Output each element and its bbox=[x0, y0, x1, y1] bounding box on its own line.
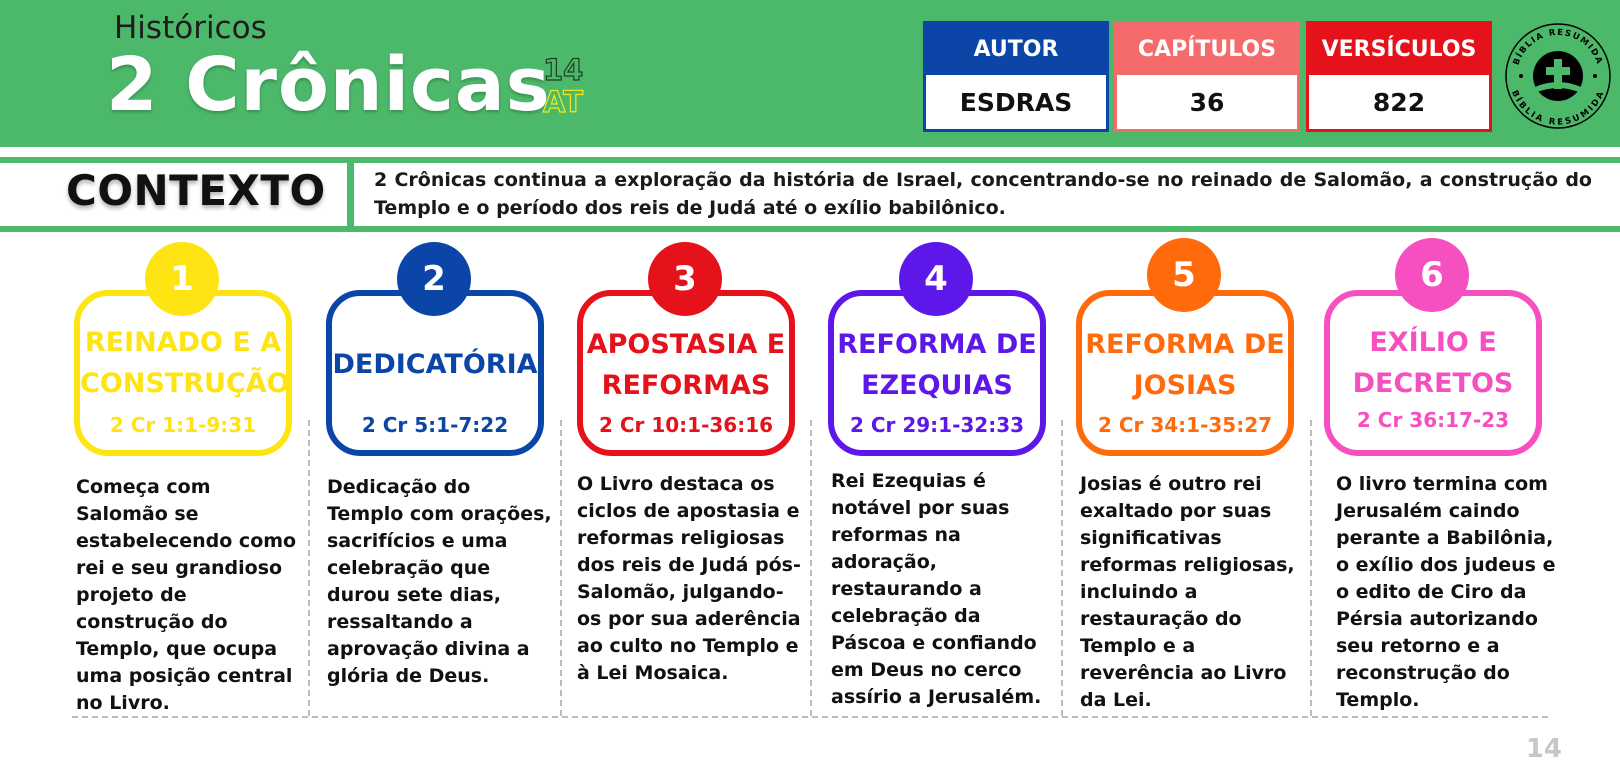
section-card-6 bbox=[1324, 290, 1542, 456]
column-separator bbox=[1310, 420, 1312, 716]
section-title: REINADO E A CONSTRUÇÃO bbox=[80, 327, 290, 399]
page-number: 14 bbox=[1525, 734, 1562, 764]
author-label: AUTOR bbox=[926, 24, 1106, 75]
column-separator bbox=[810, 420, 812, 716]
section-title: EXÍLIO E DECRETOS bbox=[1352, 327, 1514, 399]
section-description: Começa com Salomão se estabelecendo como rei e seu grandioso projeto de construção do Templo, que ocupa uma posição central no Livro. bbox=[76, 476, 297, 714]
section-reference: 2 Cr 34:1-35:27 bbox=[1097, 413, 1273, 437]
section-number-badge: 2 bbox=[397, 242, 471, 316]
section-title: APOSTASIA E REFORMAS bbox=[586, 329, 786, 401]
testament-label: AT bbox=[543, 85, 583, 119]
book-number: 14 bbox=[543, 53, 584, 87]
chapters-label: CAPÍTULOS bbox=[1117, 24, 1297, 75]
bottom-separator bbox=[72, 716, 1548, 718]
author-stat bbox=[923, 21, 1109, 132]
section-title: DEDICATÓRIA bbox=[332, 349, 538, 380]
cross-icon bbox=[1533, 51, 1583, 101]
section-reference: 2 Cr 29:1-32:33 bbox=[849, 413, 1025, 437]
section-title: REFORMA DE JOSIAS bbox=[1085, 329, 1285, 401]
section-number-badge: 5 bbox=[1147, 238, 1221, 312]
seal-top-text: BÍBLIA RESUMIDA bbox=[1511, 27, 1605, 67]
section-reference: 2 Cr 5:1-7:22 bbox=[361, 413, 509, 437]
verses-value: 822 bbox=[1372, 87, 1426, 117]
section-reference: 2 Cr 1:1-9:31 bbox=[109, 413, 257, 437]
author-value: ESDRAS bbox=[959, 87, 1073, 117]
section-card-5 bbox=[1076, 290, 1294, 456]
section-number-badge: 1 bbox=[145, 242, 219, 316]
context-text: 2 Crônicas continua a exploração da história de Israel, concentrando-se no reinado de Salomão, a construção do Templo e o período dos reis de Judá até o exílio babilônico. bbox=[374, 169, 1592, 219]
column-separator bbox=[1061, 420, 1063, 716]
section-number-badge: 3 bbox=[648, 242, 722, 316]
section-title: REFORMA DE EZEQUIAS bbox=[837, 329, 1037, 401]
section-description: Rei Ezequias é notável por suas reformas na adoração, restaurando a celebração da Páscoa e confiando em Deus no cerco assírio a Jerusalém. bbox=[831, 470, 1042, 708]
section-reference: 2 Cr 36:17-23 bbox=[1356, 408, 1510, 432]
category-label: Históricos bbox=[114, 10, 267, 46]
book-title: 2 Crônicas bbox=[106, 42, 551, 128]
seal-bottom-text: BÍBLIA RESUMIDA bbox=[1509, 88, 1607, 128]
section-reference: 2 Cr 10:1-36:16 bbox=[598, 413, 774, 437]
section-description: O Livro destaca os ciclos de apostasia e reformas religiosas dos reis de Judá pós-Salomão, julgando-os por sua aderência ao culto no Templo e à Lei Mosaica. bbox=[577, 473, 801, 684]
section-number-badge: 4 bbox=[899, 242, 973, 316]
section-description: Josias é outro rei exaltado por suas significativas reformas religiosas, incluindo a restauração do Templo e a reverência ao Livro da Lei. bbox=[1080, 473, 1295, 711]
section-description: Dedicação do Templo com orações, sacrifícios e uma celebração que durou sete dias, ressaltando a aprovação divina a glória de Deus. bbox=[327, 476, 552, 687]
context-heading: CONTEXTO bbox=[66, 166, 326, 215]
biblia-resumida-seal bbox=[1503, 21, 1613, 131]
verses-stat bbox=[1306, 21, 1492, 132]
section-number-badge: 6 bbox=[1395, 238, 1469, 312]
context-bottom-rule bbox=[0, 226, 1620, 232]
context-divider bbox=[347, 157, 354, 229]
chapters-stat bbox=[1114, 21, 1300, 132]
section-description: O livro termina com Jerusalém caindo perante a Babilônia, o exílio dos judeus e o edito de Ciro da Pérsia autorizando seu retorno e a reconstrução do Templo. bbox=[1336, 473, 1556, 711]
chapters-value: 36 bbox=[1189, 87, 1225, 117]
column-separator bbox=[560, 420, 562, 716]
column-separator bbox=[308, 420, 310, 716]
verses-label: VERSÍCULOS bbox=[1309, 24, 1489, 75]
context-top-rule bbox=[0, 157, 1620, 163]
